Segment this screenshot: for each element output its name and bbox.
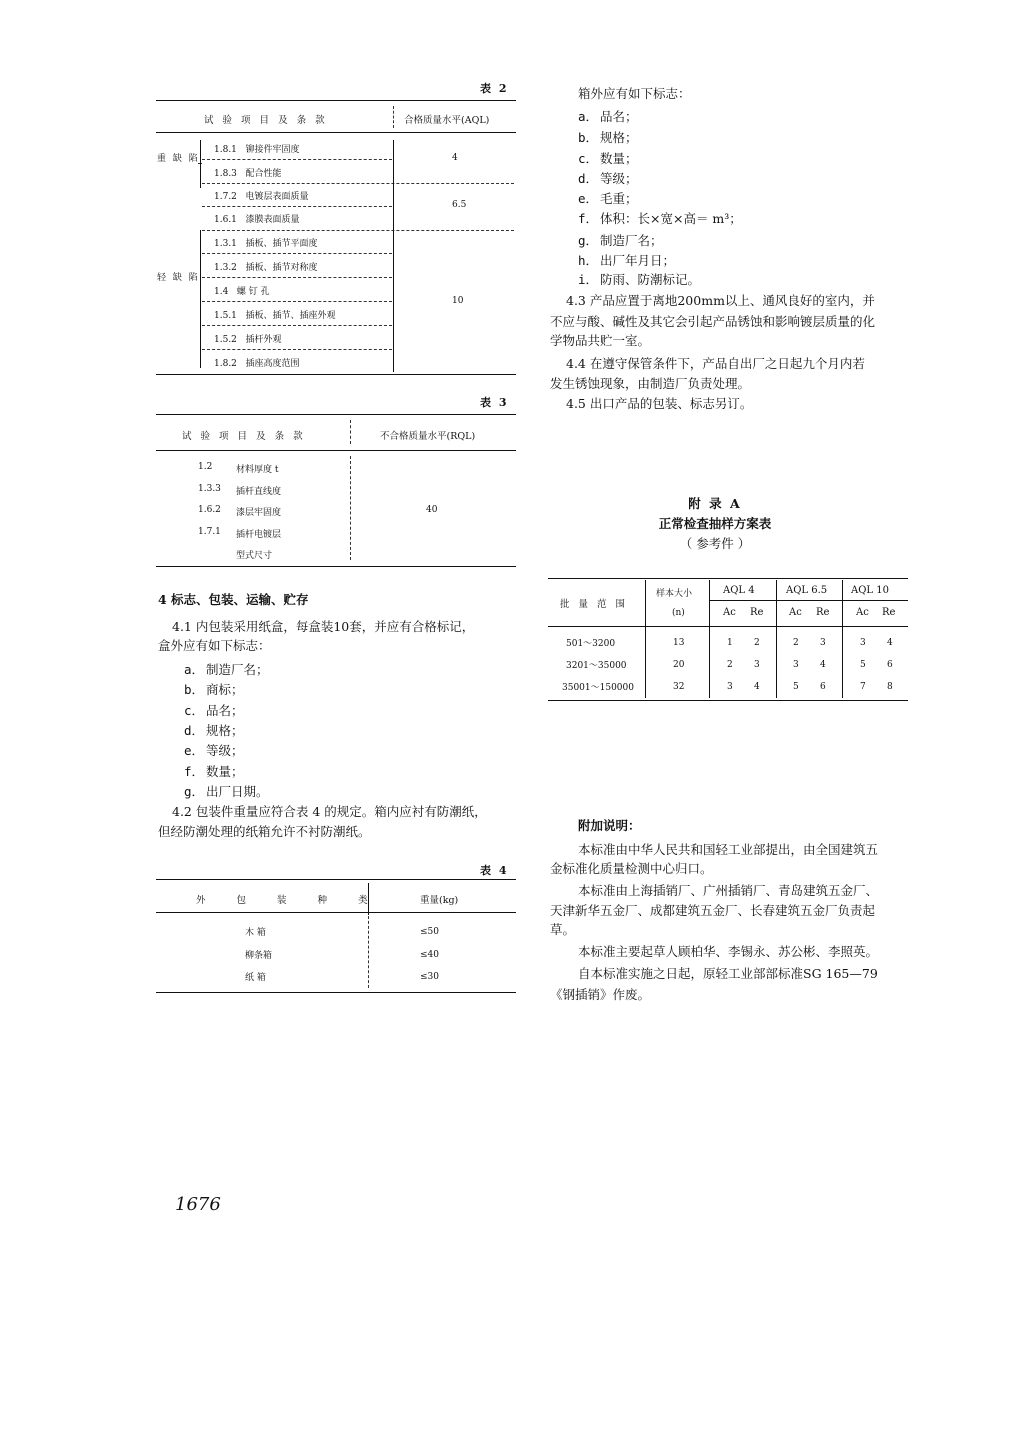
- appendix-table-bottom-rule: [548, 700, 908, 701]
- h-aql-10: AQL 10: [851, 585, 889, 596]
- t4-type: 木 箱: [245, 928, 266, 938]
- re-value: 3: [754, 660, 760, 670]
- h-ac: Ac: [789, 607, 802, 618]
- table-4-header-divider: [368, 883, 369, 915]
- para-4-3-line-1: 4.3 产品应置于离地200mm以上、通风良好的室内，并: [566, 293, 875, 308]
- list-item: e． 毛重；: [578, 191, 638, 206]
- t2-level-4: 4: [452, 153, 458, 163]
- para-4-2-line-2: 但经防潮处理的纸箱允许不衬防潮纸。: [158, 824, 371, 839]
- list-item: f． 数量；: [184, 764, 244, 779]
- para-4-4-line-1: 4.4 在遵守保管条件下，产品自出厂之日起九个月内若: [566, 356, 865, 371]
- table-4-caption: 表 4: [480, 864, 509, 877]
- group-minor-label: 轻 缺 陷: [157, 273, 200, 283]
- table-3-caption: 表 3: [480, 396, 509, 409]
- t4-type: 纸 箱: [245, 973, 266, 983]
- h-ac: Ac: [723, 607, 736, 618]
- h-aql-4: AQL 4: [723, 585, 755, 596]
- t3-clause: 1.2: [198, 462, 213, 472]
- list-item: g． 制造厂名；: [578, 233, 663, 248]
- re-value: 6: [887, 660, 893, 670]
- group-major-label: 重 缺 陷: [157, 154, 200, 164]
- t2-item: 插板、插节、插座外观: [245, 311, 336, 321]
- ac-value: 2: [727, 660, 733, 670]
- t2-level-10: 10: [452, 296, 464, 306]
- table-2-bottom-rule: [156, 374, 516, 375]
- t2-row-rule: [202, 183, 514, 184]
- re-value: 4: [820, 660, 826, 670]
- h-re: Re: [750, 607, 764, 618]
- t2-clause: 1.6.1: [214, 215, 237, 225]
- additional-heading: 附加说明：: [578, 818, 641, 833]
- table-4-header-weight: 重量(kg): [420, 895, 459, 906]
- t2-row-rule: [202, 159, 392, 160]
- re-value: 3: [820, 638, 826, 648]
- t2-clause: 1.5.1: [214, 311, 237, 321]
- lot-range: 501～3200: [566, 639, 616, 649]
- lot-range: 35001～150000: [562, 683, 634, 693]
- ac-value: 3: [727, 682, 733, 692]
- t4-weight: ≤30: [420, 972, 439, 982]
- case-marks-intro: 箱外应有如下标志：: [578, 86, 691, 101]
- list-item: e． 等级；: [184, 743, 244, 758]
- additional-line: 金标准化质量检测中心归口。: [550, 861, 713, 876]
- list-item: f． 体积：长×宽×高＝ m³；: [578, 211, 742, 226]
- additional-line: 自本标准实施之日起，原轻工业部部标准SG 165—79: [578, 966, 878, 981]
- appendix-col-divider: [842, 580, 843, 698]
- t2-clause: 1.4: [214, 287, 229, 297]
- t3-level: 40: [426, 505, 438, 515]
- table-2-header-divider: [393, 106, 394, 128]
- re-value: 4: [887, 638, 893, 648]
- table-2-header-rule: [156, 132, 516, 133]
- table-2-header-item: 试 验 项 目 及 条 款: [204, 115, 328, 126]
- t2-row-rule: [202, 206, 392, 207]
- para-4-4-line-2: 发生锈蚀现象，由制造厂负责处理。: [550, 376, 751, 391]
- re-value: 6: [820, 682, 826, 692]
- appendix-subheader-rule: [709, 600, 908, 601]
- table-4-header-rule: [156, 912, 516, 913]
- table-3-bottom-rule: [156, 566, 516, 567]
- table-3-col-divider: [350, 456, 351, 560]
- para-4-2-line-1: 4.2 包装件重量应符合表 4 的规定。箱内应衬有防潮纸，: [172, 804, 487, 819]
- appendix-col-divider: [776, 580, 777, 698]
- t3-item: 型式尺寸: [236, 551, 273, 561]
- additional-line: 本标准由中华人民共和国轻工业部提出，由全国建筑五: [578, 842, 879, 857]
- sample-n: 20: [673, 660, 685, 670]
- major-bracket-line: [200, 140, 201, 188]
- table-2-caption: 表 2: [480, 82, 509, 95]
- t2-item: 插座高度范围: [245, 359, 300, 369]
- list-item: d． 规格；: [184, 723, 244, 738]
- list-item: b． 规格；: [578, 130, 638, 145]
- appendix-subtitle: 正常检查抽样方案表: [658, 516, 772, 531]
- t3-item: 材料厚度 t: [236, 465, 279, 475]
- ac-value: 5: [793, 682, 799, 692]
- t2-item: 插板、插节平面度: [245, 239, 318, 249]
- t2-row-rule: [202, 301, 392, 302]
- h-sample-size: 样本大小: [656, 589, 693, 599]
- table-2-header-level: 合格质量水平(AQL): [404, 115, 490, 126]
- h-lot-range: 批 量 范 围: [560, 599, 629, 610]
- list-item: c． 品名；: [184, 703, 244, 718]
- ac-value: 5: [860, 660, 866, 670]
- t3-clause: 1.3.3: [198, 484, 221, 494]
- t3-clause: 1.6.2: [198, 505, 221, 515]
- list-item: h． 出厂年月日；: [578, 253, 676, 268]
- t2-clause: 1.8.1: [214, 145, 237, 155]
- table-4-top-rule: [156, 879, 516, 880]
- list-item: b． 商标；: [184, 682, 244, 697]
- t3-item: 插杆直线度: [236, 487, 282, 497]
- list-item: a． 品名；: [578, 109, 638, 124]
- sample-n: 13: [673, 638, 685, 648]
- appendix-note: （ 参考件 ）: [679, 536, 751, 551]
- para-4-3-line-3: 学物品共贮一室。: [550, 333, 651, 348]
- re-value: 4: [754, 682, 760, 692]
- t3-clause: 1.7.1: [198, 527, 221, 537]
- t2-item: 铆接件牢固度: [245, 145, 300, 155]
- t2-item: 漆膜表面质量: [245, 215, 300, 225]
- t2-level-6-5: 6.5: [452, 200, 467, 210]
- t2-clause: 1.3.2: [214, 263, 237, 273]
- table-3-header-item: 试 验 项 目 及 条 款: [182, 431, 306, 442]
- t2-item: 电镀层表面质量: [245, 192, 309, 202]
- t3-item: 插杆电镀层: [236, 530, 282, 540]
- list-item: d． 等级；: [578, 171, 638, 186]
- table-3-header-rule: [156, 450, 516, 451]
- table-3-top-rule: [156, 414, 516, 415]
- additional-line: 草。: [550, 922, 576, 937]
- table-4-header-type: 外 包 装 种 类: [196, 895, 382, 906]
- lot-range: 3201～35000: [566, 661, 627, 671]
- additional-line: 天津新华五金厂、成都建筑五金厂、长春建筑五金厂负责起: [550, 903, 876, 918]
- ac-value: 3: [793, 660, 799, 670]
- t2-row-rule: [202, 325, 392, 326]
- additional-line: 本标准主要起草人顾柏华、李锡永、苏公彬、李照英。: [578, 944, 879, 959]
- page-number: 1676: [175, 1194, 221, 1215]
- re-value: 8: [887, 682, 893, 692]
- ac-value: 7: [860, 682, 866, 692]
- t4-weight: ≤40: [420, 950, 439, 960]
- appendix-table-top-rule: [548, 578, 908, 579]
- h-ac: Ac: [856, 607, 869, 618]
- t2-item: 螺 钉 孔: [236, 287, 270, 297]
- t2-row-rule: [202, 230, 514, 231]
- table-3-header-divider: [350, 420, 351, 444]
- table-4-bottom-rule: [156, 992, 516, 993]
- additional-line: 本标准由上海插销厂、广州插销厂、青岛建筑五金厂、: [578, 883, 879, 898]
- t2-item: 插板、插节对称度: [245, 263, 318, 273]
- t2-row-rule: [202, 277, 392, 278]
- appendix-col-divider: [645, 580, 646, 698]
- t2-clause: 1.7.2: [214, 192, 237, 202]
- h-re: Re: [816, 607, 830, 618]
- minor-bracket-line: [200, 230, 201, 368]
- t2-clause: 1.8.2: [214, 359, 237, 369]
- ac-value: 1: [727, 638, 733, 648]
- t3-item: 漆层牢固度: [236, 508, 282, 518]
- para-4-1-line-1: 4.1 内包装采用纸盒，每盒装10套，并应有合格标记，: [172, 619, 475, 634]
- list-item: a． 制造厂名；: [184, 662, 269, 677]
- t2-row-rule: [202, 349, 392, 350]
- section-4-heading: 4 标志、包装、运输、贮存: [158, 592, 309, 607]
- table-2-col-divider: [393, 140, 394, 372]
- ac-value: 2: [793, 638, 799, 648]
- h-re: Re: [882, 607, 896, 618]
- t2-clause: 1.8.3: [214, 169, 237, 179]
- appendix-header-rule: [548, 626, 908, 627]
- t2-row-rule: [202, 253, 392, 254]
- table-4-col-divider: [368, 916, 369, 988]
- para-4-1-line-2: 盒外应有如下标志：: [158, 638, 271, 653]
- list-item: i． 防雨、防潮标记。: [578, 272, 701, 287]
- t4-type: 柳条箱: [245, 951, 273, 961]
- list-item: g． 出厂日期。: [184, 784, 269, 799]
- appendix-col-divider: [709, 580, 710, 698]
- t4-weight: ≤50: [420, 927, 439, 937]
- h-aql-6-5: AQL 6.5: [786, 585, 828, 596]
- table-3-header-level: 不合格质量水平(RQL): [380, 431, 476, 442]
- appendix-title: 附 录 A: [688, 496, 742, 511]
- additional-line: 《钢插销》作废。: [550, 987, 651, 1002]
- t2-item: 插杆外观: [245, 335, 282, 345]
- t2-clause: 1.5.2: [214, 335, 237, 345]
- para-4-3-line-2: 不应与酸、碱性及其它会引起产品锈蚀和影响镀层质量的化: [550, 314, 876, 329]
- list-item: c． 数量；: [578, 151, 638, 166]
- para-4-5: 4.5 出口产品的包装、标志另订。: [566, 396, 753, 411]
- t2-clause: 1.3.1: [214, 239, 237, 249]
- sample-n: 32: [673, 682, 685, 692]
- re-value: 2: [754, 638, 760, 648]
- h-sample-n: (n): [672, 608, 685, 618]
- table-2-top-rule: [156, 100, 516, 101]
- ac-value: 3: [860, 638, 866, 648]
- t2-item: 配合性能: [245, 169, 282, 179]
